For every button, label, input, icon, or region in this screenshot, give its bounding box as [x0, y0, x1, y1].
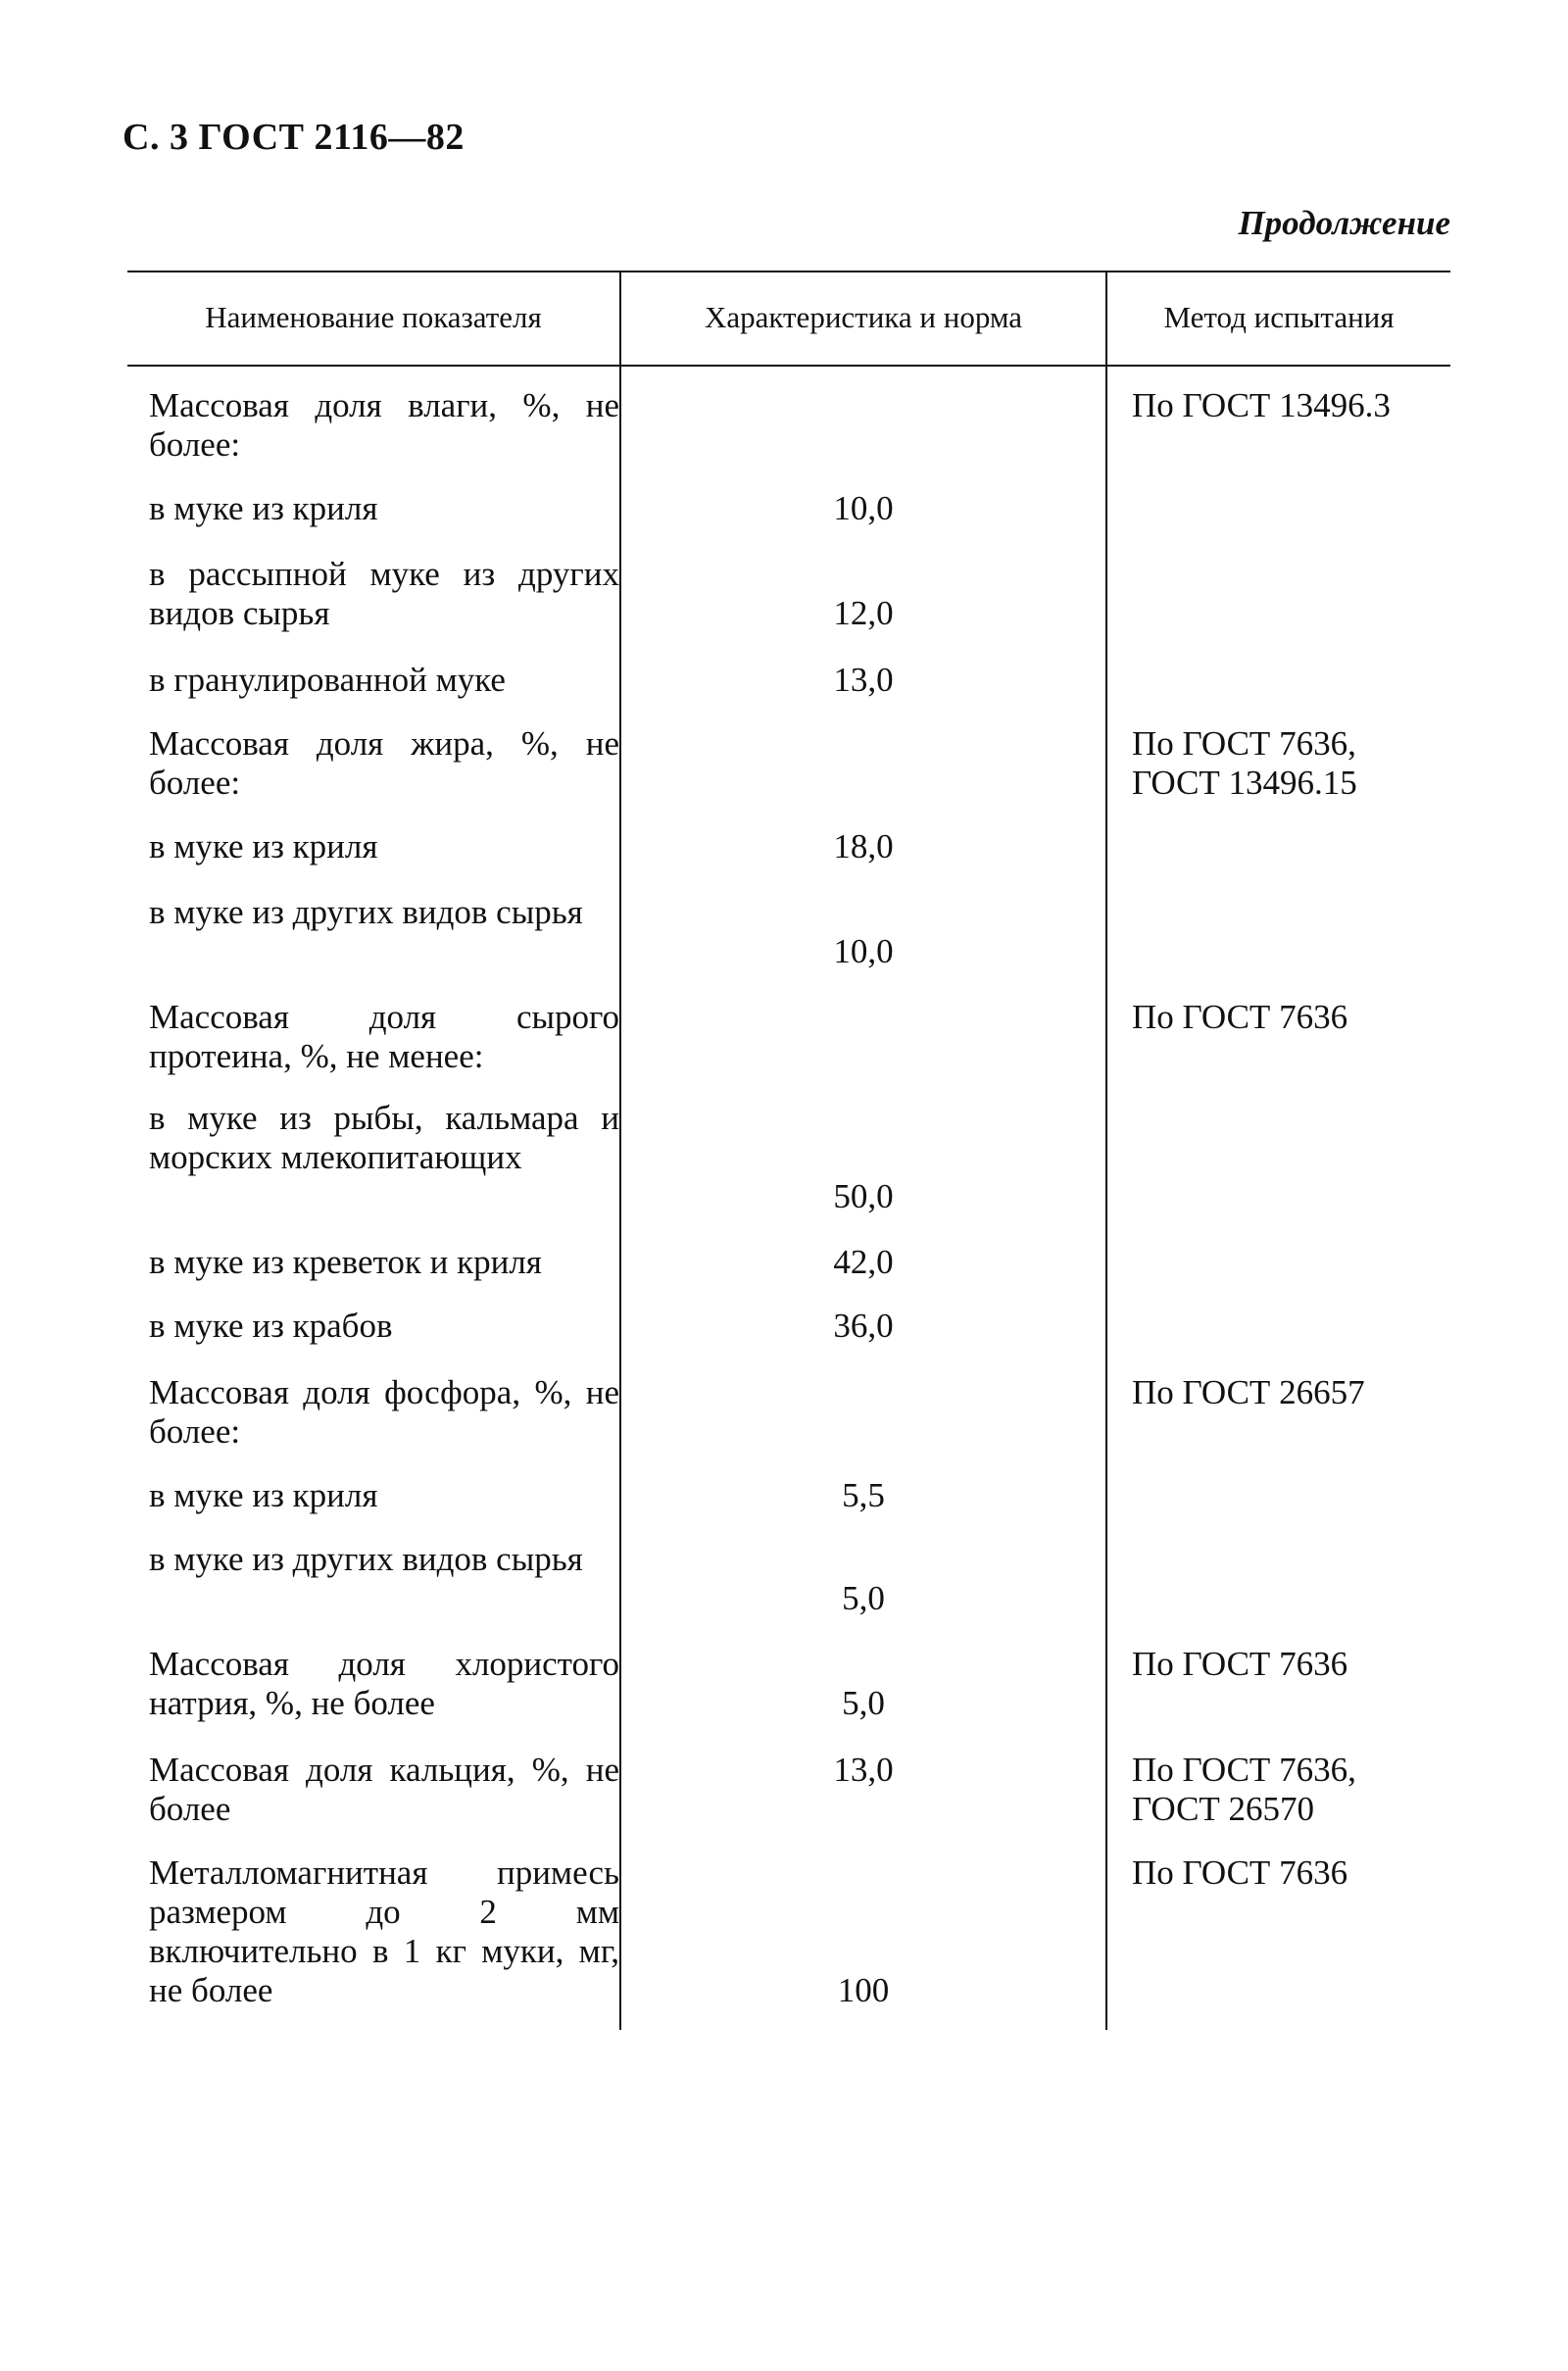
row-name: Металломагнитная примесь размером до 2 мм включительно в 1 кг муки, мг, не более — [149, 1853, 619, 2009]
row-value: 13,0 — [833, 661, 894, 699]
row-name: Массовая доля фосфора, %, не более: — [149, 1373, 619, 1451]
row-name: Массовая доля кальция, %, не более — [149, 1751, 619, 1828]
row-name: Массовая доля жира, %, не более: — [149, 724, 619, 802]
row-value: 13,0 — [833, 1751, 894, 1789]
row-value: 5,0 — [842, 1579, 885, 1617]
row-name: в муке из крабов — [149, 1307, 393, 1345]
requirements-table — [127, 271, 1450, 2035]
column-header-method: Метод испытания — [1163, 300, 1395, 334]
column-header-value: Характеристика и норма — [704, 300, 1023, 334]
row-value: 10,0 — [833, 489, 894, 527]
row-name: Массовая доля влаги, %, не более: — [149, 386, 619, 464]
row-method: По ГОСТ 7636 — [1132, 1645, 1348, 1683]
page-header: С. 3 ГОСТ 2116—82 — [122, 117, 465, 158]
row-name: в муке из криля — [149, 1476, 378, 1514]
row-name: в рассыпной муке из других видов сырья — [149, 555, 619, 632]
row-value: 50,0 — [833, 1177, 894, 1215]
row-value: 5,5 — [842, 1476, 885, 1514]
row-method: По ГОСТ 26657 — [1132, 1373, 1365, 1411]
row-name: в муке из криля — [149, 489, 378, 527]
row-value: 18,0 — [833, 827, 894, 865]
row-name: в муке из рыбы, кальмара и морских млекопитающих — [149, 1099, 619, 1176]
row-name: в муке из креветок и криля — [149, 1243, 542, 1281]
row-name: Массовая доля хлористого натрия, %, не более — [149, 1645, 619, 1722]
continuation-label: Продолжение — [1238, 204, 1450, 242]
table-header-rule — [127, 365, 1450, 367]
row-method: По ГОСТ 13496.3 — [1132, 386, 1391, 424]
column-header-name: Наименование показателя — [205, 300, 542, 334]
row-method: По ГОСТ 7636, ГОСТ 26570 — [1132, 1751, 1356, 1828]
row-name: в гранулированной муке — [149, 661, 506, 699]
row-value: 36,0 — [833, 1307, 894, 1345]
column-divider-2 — [1105, 271, 1107, 2030]
row-value: 10,0 — [833, 932, 894, 970]
row-method: По ГОСТ 7636, ГОСТ 13496.15 — [1132, 724, 1357, 802]
row-name: в муке из криля — [149, 827, 378, 865]
row-value: 42,0 — [833, 1243, 894, 1281]
row-name: Массовая доля сырого протеина, %, не менее: — [149, 998, 619, 1075]
row-name: в муке из других видов сырья — [149, 1540, 583, 1578]
row-value: 12,0 — [833, 594, 894, 632]
row-value: 5,0 — [842, 1684, 885, 1722]
row-method: По ГОСТ 7636 — [1132, 1853, 1348, 1892]
row-method: По ГОСТ 7636 — [1132, 998, 1348, 1036]
row-value: 100 — [837, 1971, 890, 2009]
row-name: в муке из других видов сырья — [149, 893, 583, 931]
